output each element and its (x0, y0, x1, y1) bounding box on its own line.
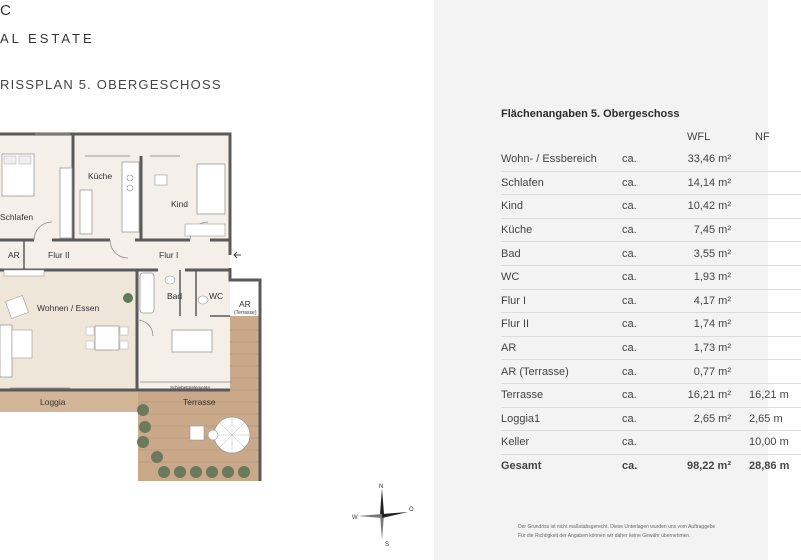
table-row (501, 431, 801, 455)
room-name-cell: Bad (501, 242, 622, 266)
ca-cell: ca. (622, 265, 668, 289)
room-name-cell: Flur I (501, 289, 622, 313)
ca-cell: ca. (622, 383, 668, 407)
room-name-cell: AR (Terrasse) (501, 360, 622, 384)
ca-cell: ca. (622, 289, 668, 313)
wfl-cell (668, 431, 741, 455)
ca-cell: ca. (622, 195, 668, 219)
room-label-wohnen: Wohnen / Essen (37, 303, 100, 313)
room-name-cell: Schlafen (501, 171, 622, 195)
ca-cell: ca. (622, 460, 638, 473)
room-name-cell: Keller (501, 431, 622, 455)
ca-cell: ca. (622, 407, 668, 431)
brand-logo-mark: C (0, 2, 14, 19)
ca-cell: ca. (622, 218, 668, 242)
wfl-cell: 1,73 m² (668, 336, 741, 360)
table-row (501, 289, 801, 313)
room-name-cell: Wohn- / Essbereich (501, 148, 622, 171)
wfl-cell: 14,14 m² (668, 171, 741, 195)
room-label-kueche: Küche (88, 171, 113, 181)
room-label-kind: Kind (171, 199, 189, 209)
compass-w: W (352, 515, 358, 521)
room-name-cell: AR (501, 336, 622, 360)
room-name-cell: Gesamt (501, 460, 542, 473)
wfl-cell: 10,42 m² (668, 195, 741, 219)
footnote-line-2: Für die Richtigkeit der Angaben können wir daher keine Gewähr übernehmen. (518, 533, 691, 539)
room-label-ar-terrasse-sub: (Terrasse) (234, 310, 257, 316)
label-schiebetuer: Schiebetürelemente (170, 385, 211, 390)
nf-cell (741, 313, 801, 337)
compass-s: S (385, 542, 390, 548)
wfl-cell: 98,22 m² (686, 460, 731, 473)
footnote (518, 523, 715, 541)
table-row (501, 265, 801, 289)
wfl-cell: 7,45 m² (668, 218, 741, 242)
ca-cell: ca. (622, 336, 668, 360)
wfl-cell: 0,77 m² (668, 360, 741, 384)
room-label-schlafen: Schlafen (0, 212, 34, 222)
wfl-cell: 3,55 m² (668, 242, 741, 266)
nf-cell (741, 171, 801, 195)
entrance-arrow-icon (234, 252, 241, 258)
brand-name: AL ESTATE (0, 31, 95, 46)
plan-title: RISSPLAN 5. OBERGESCHOSS (0, 77, 222, 92)
floorplan (0, 120, 270, 485)
room-label-bad: Bad (167, 291, 183, 301)
nf-cell (741, 289, 801, 313)
table-row (501, 313, 801, 337)
nf-cell: 28,86 m (749, 460, 790, 473)
table-row (501, 407, 801, 431)
nf-cell: 10,00 m (741, 431, 801, 455)
ca-cell: ca. (622, 313, 668, 337)
ca-cell: ca. (622, 148, 668, 171)
column-header-nf: NF (755, 131, 770, 143)
wfl-cell: 4,17 m² (668, 289, 741, 313)
wfl-cell: 2,65 m² (668, 407, 741, 431)
nf-cell (741, 242, 801, 266)
table-row (501, 242, 801, 266)
nf-cell (741, 148, 801, 171)
nf-cell: 2,65 m (741, 407, 801, 431)
room-label-wc: WC (209, 291, 224, 301)
nf-cell (741, 360, 801, 384)
room-name-cell: WC (501, 265, 622, 289)
table-row (501, 336, 801, 360)
table-row (501, 218, 801, 242)
ca-cell: ca. (622, 171, 668, 195)
ca-cell: ca. (622, 431, 668, 455)
table-row (501, 360, 801, 384)
room-name-cell: Kind (501, 195, 622, 219)
total-row (501, 454, 801, 477)
wfl-cell: 1,93 m² (668, 265, 741, 289)
room-label-flur-i: Flur I (159, 250, 179, 260)
room-label-loggia: Loggia (40, 397, 66, 407)
table-row (501, 171, 801, 195)
table-row (501, 148, 801, 171)
footnote-line-1: Der Grundriss ist nicht maßstabsgerecht. Diese Unterlagen wurden uns vom Auftraggebe (518, 524, 716, 530)
table-row (501, 383, 801, 407)
ca-cell: ca. (622, 242, 668, 266)
room-name-cell: Flur II (501, 313, 622, 337)
nf-cell (741, 265, 801, 289)
room-label-ar: AR (8, 250, 20, 260)
room-name-cell: Loggia1 (501, 407, 622, 431)
wfl-cell: 33,46 m² (668, 148, 741, 171)
compass-o: O (409, 507, 414, 513)
ca-cell: ca. (622, 360, 668, 384)
room-label-terrasse: Terrasse (183, 397, 216, 407)
nf-cell (741, 218, 801, 242)
nf-cell: 16,21 m (741, 383, 801, 407)
column-header-wfl: WFL (687, 131, 711, 143)
table-row (501, 195, 801, 219)
nf-cell (741, 336, 801, 360)
nf-cell (741, 195, 801, 219)
compass-n: N (379, 484, 384, 490)
compass-rose-icon (352, 480, 416, 548)
room-label-flur-ii: Flur II (48, 250, 70, 260)
wfl-cell: 16,21 m² (668, 383, 741, 407)
room-label-ar-terrasse: AR (239, 299, 251, 309)
area-table (501, 148, 801, 477)
area-title: Flächenangaben 5. Obergeschoss (501, 108, 680, 120)
room-name-cell: Küche (501, 218, 622, 242)
loggia-deck (0, 390, 138, 412)
wfl-cell: 1,74 m² (668, 313, 741, 337)
room-name-cell: Terrasse (501, 383, 622, 407)
